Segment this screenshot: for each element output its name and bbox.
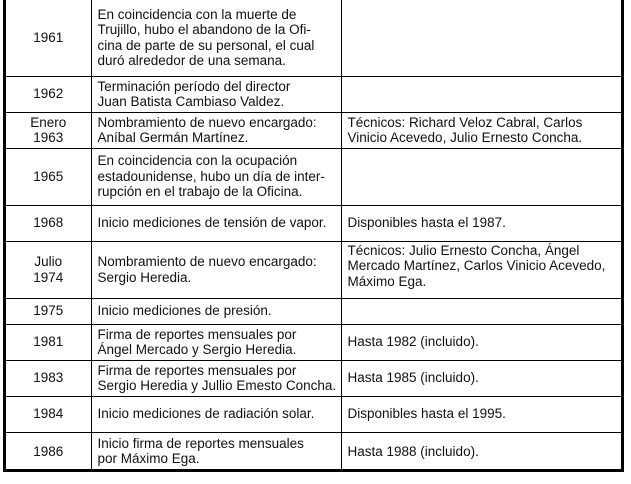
table-row [6, 0, 621, 76]
event-cell [91, 241, 341, 298]
table-row [6, 360, 621, 396]
year-text-line: 1968 [33, 215, 64, 231]
year-cell [6, 396, 91, 432]
event-text-line: Trujillo, hubo el abandono de la Ofi- [97, 22, 311, 38]
year-cell [6, 148, 91, 205]
note-cell [341, 148, 621, 205]
note-cell [341, 205, 621, 241]
history-table-body [6, 0, 621, 470]
note-cell [341, 0, 621, 76]
year-cell [6, 241, 91, 298]
year-text-line: 1965 [33, 168, 64, 184]
event-cell [91, 205, 341, 241]
table-row [6, 76, 621, 112]
year-cell [6, 432, 91, 470]
event-text-line: Nombramiento de nuevo encargado: [97, 254, 317, 269]
year-text-line: 1963 [33, 130, 64, 145]
event-text-line: Firma de reportes mensuales por [97, 326, 297, 342]
event-text-line: Ángel Mercado y Sergio Heredia. [97, 342, 297, 357]
note-text-line: Hasta 1985 (incluido). [347, 370, 479, 386]
event-cell [91, 396, 341, 432]
year-text-line: Julio [34, 254, 63, 269]
event-text-line: Sergio Heredia y Jullio Emesto Concha. [97, 378, 337, 393]
event-text-line: Nombramiento de nuevo encargado: [97, 114, 317, 130]
event-text-line: rupción en el trabajo de la Oficina. [97, 184, 303, 200]
table-row [6, 148, 621, 205]
event-text-line: En coincidencia con la ocupación [97, 153, 298, 169]
event-text-line: Sergio Heredia. [97, 269, 192, 285]
event-cell [91, 112, 341, 148]
table-row [6, 396, 621, 432]
year-cell [6, 112, 91, 148]
event-text-line: Aníbal Germán Martínez. [97, 130, 249, 145]
note-text-line: Técnicos: Richard Veloz Cabral, Carlos [347, 114, 583, 130]
note-cell [341, 396, 621, 432]
note-cell [341, 360, 621, 396]
event-cell [91, 360, 341, 396]
year-text-line: 1961 [33, 30, 64, 45]
event-text-line: por Máximo Ega. [97, 451, 200, 467]
year-cell [6, 324, 91, 360]
note-text-line: Mercado Martínez, Carlos Vinicio Acevedo, [347, 258, 606, 273]
year-cell [6, 76, 91, 112]
table-row [6, 298, 621, 324]
event-cell [91, 0, 341, 76]
year-cell [6, 298, 91, 324]
event-cell [91, 432, 341, 470]
table-row [6, 324, 621, 360]
event-text-line: Inicio mediciones de presión. [97, 303, 272, 319]
event-cell [91, 148, 341, 205]
year-text-line: 1981 [33, 334, 64, 350]
year-text-line: 1974 [33, 269, 64, 285]
event-cell [91, 298, 341, 324]
event-text-line: Terminación período del director [97, 78, 291, 94]
year-text-line: 1984 [33, 406, 64, 422]
note-text-line: Vinicio Acevedo, Julio Ernesto Concha. [347, 130, 583, 145]
year-cell [6, 0, 91, 76]
note-text-line: Disponibles hasta el 1987. [347, 215, 506, 231]
event-text-line: Inicio mediciones de radiación solar. [97, 406, 315, 422]
event-cell [91, 324, 341, 360]
event-text-line: Firma de reportes mensuales por [97, 362, 297, 378]
event-text-line: Inicio mediciones de tensión de vapor. [97, 215, 327, 231]
event-cell [91, 76, 341, 112]
year-text-line: 1983 [33, 370, 64, 386]
table-row [6, 112, 621, 148]
event-text-line: cina de parte de su personal, el cual [97, 37, 315, 53]
year-text-line: 1975 [33, 303, 64, 319]
year-text-line: 1962 [33, 86, 64, 102]
note-cell [341, 298, 621, 324]
history-table-frame [3, 0, 624, 472]
table-row [6, 241, 621, 298]
event-text-line: estadounidense, hubo un día de inter- [97, 168, 325, 184]
note-text-line: Máximo Ega. [347, 273, 427, 289]
table-row [6, 432, 621, 470]
table-row [6, 205, 621, 241]
note-cell [341, 112, 621, 148]
event-text-line: Juan Batista Cambiaso Valdez. [97, 94, 285, 109]
year-cell [6, 360, 91, 396]
note-cell [341, 324, 621, 360]
event-text-line: duró alrededor de una semana. [97, 53, 286, 69]
history-table [6, 0, 621, 470]
event-text-line: Inicio firma de reportes mensuales [97, 435, 304, 451]
note-text-line: Hasta 1982 (incluido). [347, 334, 479, 350]
year-text-line: Enero [30, 114, 67, 130]
note-cell [341, 241, 621, 298]
note-text-line: Disponibles hasta el 1995. [347, 406, 506, 422]
event-text-line: En coincidencia con la muerte de [97, 6, 297, 22]
note-cell [341, 432, 621, 470]
note-text-line: Hasta 1988 (incluido). [347, 443, 479, 459]
note-text-line: Técnicos: Julio Ernesto Concha, Ángel [347, 242, 580, 258]
year-cell [6, 205, 91, 241]
year-text-line: 1986 [33, 443, 64, 459]
note-cell [341, 76, 621, 112]
